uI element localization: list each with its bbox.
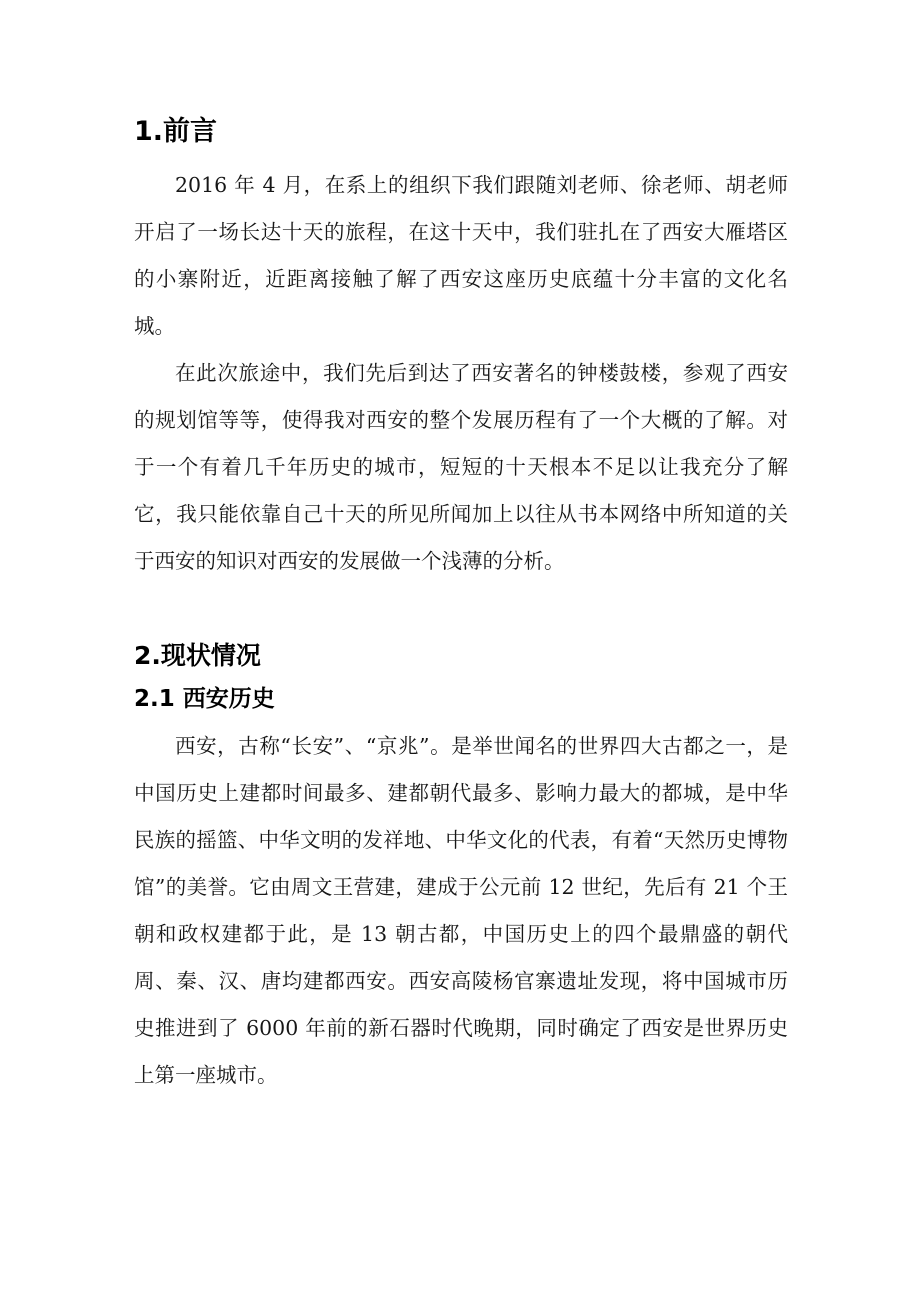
section-spacer	[134, 585, 788, 637]
paragraph-intro-2: 在此次旅途中，我们先后到达了西安著名的钟楼鼓楼，参观了西安的规划馆等等，使得我对西安的整个发展历程有了一个大概的了解。对于一个有着几千年历史的城市，短短的十天根本不足以让我充分了解它，我只能依靠自己十天的所见所闻加上以往从书本网络中所知道的关于西安的知识对西安的发展做一个浅薄的分析。	[134, 361, 788, 573]
heading-section-2: 2.现状情况	[134, 641, 261, 670]
heading-section-1: 1.前言	[134, 116, 218, 147]
document-content	[134, 112, 788, 1099]
paragraph-xian-history: 西安，古称“长安”、“京兆”。是举世闻名的世界四大古都之一，是中国历史上建都时间最多、建都朝代最多、影响力最大的都城，是中华民族的摇篮、中华文明的发祥地、中华文化的代表，有着“天然历史博物馆”的美誉。它由周文王营建，建成于公元前 12 世纪，先后有 21 个王朝和政权建都于此，是 13 朝古都，中国历史上的四个最鼎盛的朝代周、秦、汉、唐均建都西安。西安高陵杨官寨遗址发现，将中国城市历史推进到了 6000 年前的新石器时代晚期，同时确定了西安是世界历史上第一座城市。	[134, 734, 788, 1087]
paragraph-intro-1: 2016 年 4 月，在系上的组织下我们跟随刘老师、徐老师、胡老师开启了一场长达十天的旅程，在这十天中，我们驻扎在了西安大雁塔区的小寨附近，近距离接触了解了西安这座历史底蕴十分丰富的文化名城。	[134, 173, 788, 338]
heading-section-2-1: 2.1 西安历史	[134, 686, 275, 712]
